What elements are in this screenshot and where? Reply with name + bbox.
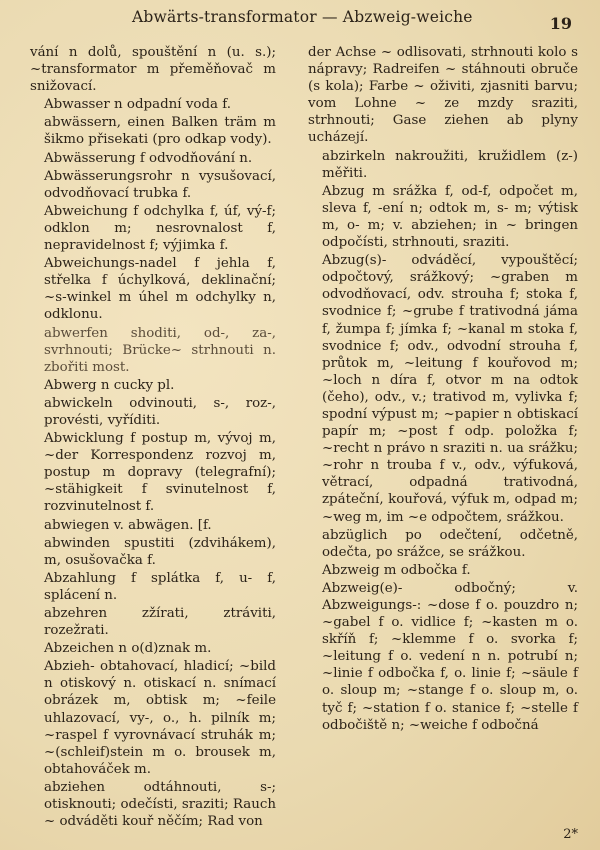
signature-mark: 2*	[563, 827, 578, 842]
dictionary-entry: Abwicklung f postup m, vývoj m, ~der Korrespondenz rozvoj m, postup m dopravy (telegrafní); ~stähigkeit f svinutelnost f, rozvinutelnost f.	[44, 431, 276, 515]
dictionary-entry: der Achse ~ odlisovati, strhnouti kolo s nápravy; Radreifen ~ stáhnouti obruče (s kola); Farbe ~ oživiti, zjasniti barvu; vom Lohne ~ ze mzdy sraziti, strhnouti; Gase ziehen ab plyny ucházejí.	[308, 45, 578, 146]
dictionary-entry: abwinden spustiti (zdvihákem), m, osušovačka f.	[44, 535, 276, 568]
dictionary-entry: abwerfen shoditi, od-, za-, svrhnouti; Brücke~ strhnouti n. zbořiti most.	[44, 325, 276, 375]
dictionary-entry: abwässern, einen Balken träm m šikmo přisekati (pro odkap vody).	[44, 115, 276, 148]
dictionary-entry: Abzeichen n o(d)znak m.	[44, 641, 212, 657]
dictionary-entry: Abweichung f odchylka f, úf, vý-f; odklon m; nesrovnalost f, nepravidelnost f; výjimka f.	[44, 203, 276, 254]
right-column	[308, 44, 578, 735]
dictionary-entry: Abzweig(e)- odbočný; v. Abzweigungs-: ~dose f o. pouzdro n; ~gabel f o. vidlice f; ~kasten m o. skříň f; ~klemme f o. svorka f; ~leitung f o. vedení n n. potrubí n; ~linie f odbočka f, o. linie f; ~säule f o. sloup m; ~stange f o. sloup m, o. tyč f; ~station f o. stanice f; ~stelle f odbočiště n; ~weiche f odbočná	[322, 580, 578, 733]
dictionary-entry: Abzweig m odbočka f.	[322, 562, 471, 578]
dictionary-entry: Abwässerungsrohr n vysušovací, odvodňovací trubka f.	[44, 168, 276, 201]
dictionary-entry: Abzieh- obtahovací, hladicí; ~bild n otiskový n. otiskací n. snímací obrázek m, obtisk m; ~feile uhlazovací, vy-, o., h. pilník m; ~raspel f vyrovnávací struhák m; ~(schleif)stein m o. brousek m, obtahováček m.	[44, 659, 276, 777]
dictionary-entry: Abwässerung f odvodňování n.	[44, 150, 253, 166]
dictionary-entry: abwickeln odvinouti, s-, roz-, provésti, vyříditi.	[44, 395, 276, 428]
dictionary-entry: abwiegen v. abwägen. [f.	[44, 517, 212, 533]
dictionary-entry: Abzug(s)- odváděcí, vypouštěcí; odpočtový, srážkový; ~graben m odvodňovací, odv. strouha f; stoka f, svodnice f; ~grube f trativodná jáma f, žumpa f; jímka f; ~kanal m stoka f, svodnice f; odv., odvodní strouha f, průtok m, ~leitung f kouřovod m; ~loch n díra f, otvor m na odtok (čeho), odv., v.; trativod m, vylivka f; spodní výpust m; ~papier n obtiskací papír m; ~post f odp. položka f; ~recht n právo n sraziti n. ua srážku; ~rohr n trouba f v., odv., výfuková, větrací, odpadná trativodná, zpáteční, kouřová, výfuk m, odpad m; ~weg m, im ~e odpočtem, srážkou.	[322, 253, 578, 525]
page-header	[0, 4, 600, 34]
running-title: Abwärts-transformator — Abzweig-weiche	[132, 8, 473, 26]
dictionary-entry: abzehren zžírati, ztráviti, rozežrati.	[44, 606, 276, 639]
dictionary-entry: Abzug m srážka f, od-f, odpočet m, sleva f, -ení n; odtok m, s- m; výtisk m, o- m; v. abziehen; in ~ bringen odpočísti, strhnouti, sraziti.	[322, 183, 578, 251]
dictionary-entry: Abwerg n cucky pl.	[44, 377, 175, 393]
dictionary-entry: abzirkeln nakroužiti, kružidlem (z-) měřiti.	[322, 148, 578, 181]
dictionary-entry: abziehen odtáhnouti, s-; otisknouti; odečísti, sraziti; Rauch ~ odváděti kouř něčím; Rad von	[44, 779, 276, 830]
dictionary-entry: Abweichungs-nadel f jehla f, střelka f úchylková, deklinační; ~s-winkel m úhel m odchylky n, odklonu.	[44, 256, 276, 323]
dictionary-entry: vání n dolů, spouštění n (u. s.); ~transformator m přeměňovač m snižovací.	[30, 45, 276, 95]
dictionary-entry: Abwasser n odpadní voda f.	[44, 97, 231, 113]
page-number: 19	[549, 14, 572, 33]
left-column	[30, 44, 276, 831]
dictionary-entry: Abzahlung f splátka f, u- f, splácení n.	[44, 570, 276, 603]
dictionary-entry: abzüglich po odečtení, odčetně, odečta, po srážce, se srážkou.	[322, 527, 578, 560]
